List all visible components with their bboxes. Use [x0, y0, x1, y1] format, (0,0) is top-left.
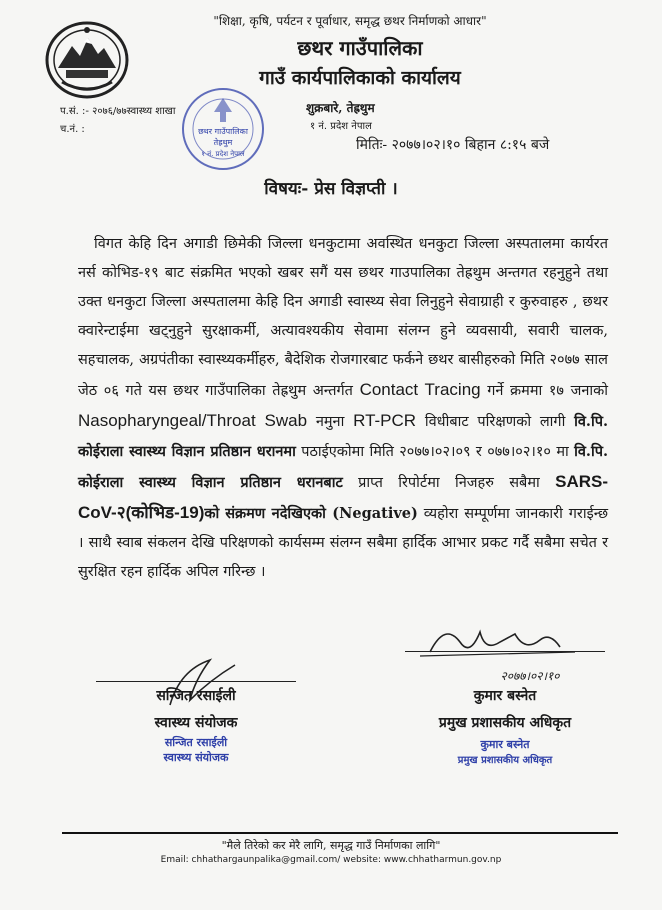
- footer-slogan: "मैले तिरेको कर मेरै लागि, समृद्ध गाउँ निर्माणका लागि": [221, 839, 441, 852]
- right-signatory-name: कुमार बस्नेत: [473, 688, 537, 704]
- subject-line: विषयः- प्रेस विज्ञप्ती ।: [264, 179, 398, 199]
- left-stamp-name: सन्जित रसाईली: [164, 736, 228, 749]
- handwritten-date: २०७७।०२।१०: [500, 669, 560, 683]
- footer-divider: [62, 832, 618, 834]
- contact-tracing-term: Contact Tracing: [359, 380, 481, 399]
- swab-term: Nasopharyngeal/Throat Swab: [78, 411, 308, 430]
- institute-name-1: वि.पि. कोईराला स्वास्थ्य विज्ञान प्रतिष्ठान धरानमा: [78, 413, 609, 460]
- stamp-line-1: छथर गाउँपालिका: [198, 127, 248, 136]
- body-part-3: नमुना: [315, 414, 345, 430]
- body-part-7: को: [204, 505, 220, 522]
- rtpcr-term: RT-PCR: [353, 411, 417, 430]
- sars-term: SARS-CoV-२(कोभिड-19): [78, 472, 609, 522]
- right-signature-line: [405, 651, 605, 652]
- body-part-5: पठाईएकोमा मिति २०७७।०२।०९ र ०७७।०२।१० मा: [301, 444, 569, 460]
- office-name: गाउँ कार्यपालिकाको कार्यालय: [259, 67, 461, 89]
- right-signature-mark: [400, 612, 590, 692]
- reference-number: प.सं. :- २०७६/७७स्वास्थ्य शाखा: [60, 106, 176, 117]
- right-stamp-name: कुमार बस्नेत: [480, 738, 530, 751]
- header-tagline: "शिक्षा, कृषि, पर्यटन र पूर्वाधार, समृद्ध छथर निर्माणको आधार": [213, 14, 487, 28]
- left-signature-line: [96, 681, 296, 682]
- right-stamp-title: प्रमुख प्रशासकीय अधिकृत: [457, 755, 553, 766]
- official-round-stamp: [178, 84, 268, 174]
- left-stamp-title: स्वास्थ्य संयोजक: [163, 751, 229, 764]
- province-label: १ नं. प्रदेश नेपाल: [310, 121, 372, 132]
- office-address: शुक्रबारे, तेह्रथुम: [306, 101, 375, 115]
- body-part-4: विधीबाट परिक्षणको लागी: [424, 414, 566, 430]
- body-part-1: विगत केहि दिन अगाडी छिमेकी जिल्ला धनकुटामा अवस्थित धनकुटा जिल्ला अस्पतालमा कार्यरत नर्स कोभिड-१९ बाट संक्रमित भएको खबर सगैं यस छथर गाउपालिका तेह्रथुम अन्तगत रहनुहुने तथा उक्त धनकुटा जिल्ला अस्पतालमा केहि दिन अगाडी स्वास्थ्य सेवा लिनुहुने सेवाग्राही र कुरुवाहरु , छथर क्वारेन्टाईमा खट्नुहुने सुरक्षाकर्मी, अत्यावश्यकीय सेवामा संलग्न हुने व्यवसायी, सवारी चालक, सहचालक, अग्रपंतीका स्वास्थ्यकर्मीहरु, बैदेशिक रोजगारबाट फर्कने छथर बासीहरुको मिति २०७७ साल जेठ ०६ गते यस छथर गाउँपालिका तेह्रथुम अन्तर्गत: [78, 236, 608, 399]
- dispatch-number: च.नं. :: [60, 124, 85, 135]
- body-part-8: व्यहोरा सम्पूर्णमा जानकारी गराईन्छ । साथै स्वाब संकलन देखि परिक्षणको कार्यसम्म संलग्न सबैमा हार्दिक आभार प्रकट गर्दै सबैमा सचेत र सुरक्षित रहन हार्दिक अपिल गरिन्छ ।: [78, 506, 609, 580]
- stamp-line-3: १ नं. प्रदेश नेपाल: [201, 150, 245, 158]
- org-name: छथर गाउँपालिका: [297, 36, 423, 60]
- body-part-2: गर्ने क्रममा १७ जनाको: [487, 383, 609, 399]
- body-part-6: प्राप्त रिपोर्टमा निजहरु सबैमा: [358, 475, 540, 491]
- left-signatory-title: स्वास्थ्य संयोजक: [154, 715, 238, 731]
- press-release-body: [78, 230, 608, 587]
- institute-name-2: वि.पि. कोईराला स्वास्थ्य विज्ञान प्रतिष्ठान धरानबाट: [78, 443, 609, 491]
- negative-phrase: संक्रमण नदेखिएको (Negative): [225, 505, 418, 522]
- right-signatory-title: प्रमुख प्रशासकीय अधिकृत: [438, 715, 572, 731]
- nepal-emblem-logo: [44, 20, 130, 100]
- stamp-line-2: तेह्रथुम: [213, 138, 233, 147]
- footer-contact: Email: chhathargaunpalika@gmail.com/ website: www.chhatharmun.gov.np: [160, 855, 502, 865]
- left-signatory-name: सन्जित रसाईली: [156, 688, 236, 704]
- issue-date: मितिः- २०७७।०२।१० बिहान ८:१५ बजे: [356, 137, 550, 153]
